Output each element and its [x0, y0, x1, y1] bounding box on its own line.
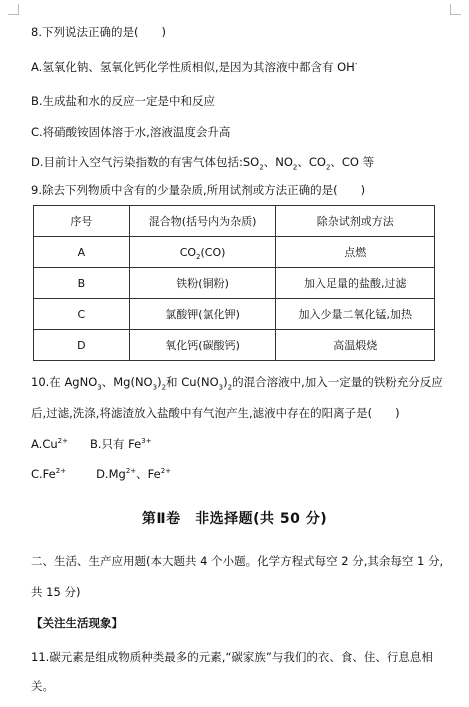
- q10-text: ): [157, 375, 162, 389]
- q10-text: 和 Cu(NO: [166, 375, 219, 389]
- charge-superscript: 3+: [141, 437, 152, 446]
- so2-subscript: 2: [259, 163, 264, 172]
- page-corner-mark-left: [8, 4, 19, 15]
- no2-subscript: 2: [292, 163, 298, 172]
- q10-stem-line1: [31, 374, 443, 390]
- q8-option-d-end: 、CO 等: [330, 155, 375, 169]
- table-cell-mixture: 铁粉(铜粉): [129, 268, 276, 299]
- table-header-cell: 序号: [34, 206, 130, 237]
- co2-subscript: 2: [325, 163, 331, 172]
- no3-subscript: 3: [218, 383, 224, 392]
- table-cell-mixture: [129, 237, 276, 268]
- table-cell-label: C: [34, 299, 130, 330]
- agno3-subscript: 3: [97, 383, 102, 392]
- q8-option-a-text: A.氢氧化钠、氢氧化钙化学性质相似,是因为其溶液中都含有 OH: [31, 60, 355, 74]
- q8-option-d-text: D.目前计入空气污染指数的有害气体包括:SO: [31, 155, 260, 169]
- q8-option-d: [31, 154, 374, 170]
- table-cell-mixture: 氯酸钾(氯化钾): [129, 299, 276, 330]
- q10-option-a: A.Cu: [31, 437, 58, 451]
- table-cell-method: 点燃: [276, 237, 435, 268]
- section-title: 第Ⅱ卷 非选择题(共 50 分): [141, 511, 328, 527]
- charge-superscript: 2+: [160, 467, 172, 476]
- q10-options-row1: [31, 436, 152, 452]
- table-header-cell: 混合物(括号内为杂质): [129, 206, 276, 237]
- table-header-cell: 除杂试剂或方法: [276, 206, 435, 237]
- cu-subscript: 2: [227, 383, 233, 392]
- table-cell-method: 加入足量的盐酸,过滤: [276, 268, 435, 299]
- part2-heading-line2: 共 15 分): [31, 585, 81, 599]
- q10-options-row2: [31, 466, 171, 482]
- q10-text: 的混合溶液中,加入一定量的铁粉充分反应: [232, 375, 443, 389]
- table-row: [34, 268, 435, 299]
- q8-option-b: B.生成盐和水的反应一定是中和反应: [31, 94, 216, 108]
- q10-option-d-text: 、Fe: [136, 467, 161, 481]
- table-cell-label: D: [34, 330, 130, 361]
- formula-part: (CO): [200, 245, 226, 259]
- q9-stem: 9.除去下列物质中含有的少量杂质,所用试剂或方法正确的是( ): [31, 183, 366, 197]
- page-corner-mark-right: [450, 4, 461, 15]
- charge-superscript: 2+: [125, 467, 137, 476]
- q8-option-a-charge: -: [354, 60, 358, 69]
- q10-option-d: D.Mg: [96, 467, 126, 481]
- charge-superscript: 2+: [55, 467, 67, 476]
- q10-stem-line2: 后,过滤,洗涤,将滤渣放入盐酸中有气泡产生,滤液中存在的阳离子是( ): [31, 406, 400, 420]
- formula-subscript: 2: [196, 252, 201, 261]
- table-cell-label: B: [34, 268, 130, 299]
- q11-line1: 11.碳元素是组成物质种类最多的元素,“碳家族”与我们的衣、食、住、行息息相: [31, 650, 433, 664]
- mg-subscript: 2: [161, 383, 167, 392]
- q10-text: 10.在 AgNO: [31, 375, 98, 389]
- q8-option-c: C.将硝酸铵固体溶于水,溶液温度会升高: [31, 125, 231, 139]
- formula-part: CO: [179, 245, 197, 259]
- q8-stem: 8.下列说法正确的是( ): [31, 25, 166, 39]
- table-row: [34, 237, 435, 268]
- q10-option-c: C.Fe: [31, 467, 56, 481]
- table-cell-label: A: [34, 237, 130, 268]
- q10-text: 、Mg(NO: [101, 375, 153, 389]
- table-cell-method: 加入少量二氧化锰,加热: [276, 299, 435, 330]
- table-cell-method: 高温煅烧: [276, 330, 435, 361]
- q9-table: [33, 205, 435, 361]
- q10-text: ): [223, 375, 228, 389]
- table-cell-mixture: 氧化钙(碳酸钙): [129, 330, 276, 361]
- table-row: [34, 330, 435, 361]
- charge-superscript: 2+: [57, 437, 68, 446]
- q11-line2: 关。: [31, 679, 54, 693]
- q8-option-a: [31, 59, 357, 75]
- part2-heading-line1: 二、生活、生产应用题(本大题共 4 个小题。化学方程式每空 2 分,其余每空 1 分,: [31, 554, 444, 568]
- q10-option-b: B.只有 Fe: [89, 437, 142, 451]
- table-row: [34, 299, 435, 330]
- q8-option-d-co2: 、CO: [297, 155, 326, 169]
- no3-subscript: 3: [152, 383, 158, 392]
- q8-option-d-no: 、NO: [263, 155, 293, 169]
- focus-tag: 【关注生活现象】: [31, 616, 123, 630]
- table-header-row: [34, 206, 435, 237]
